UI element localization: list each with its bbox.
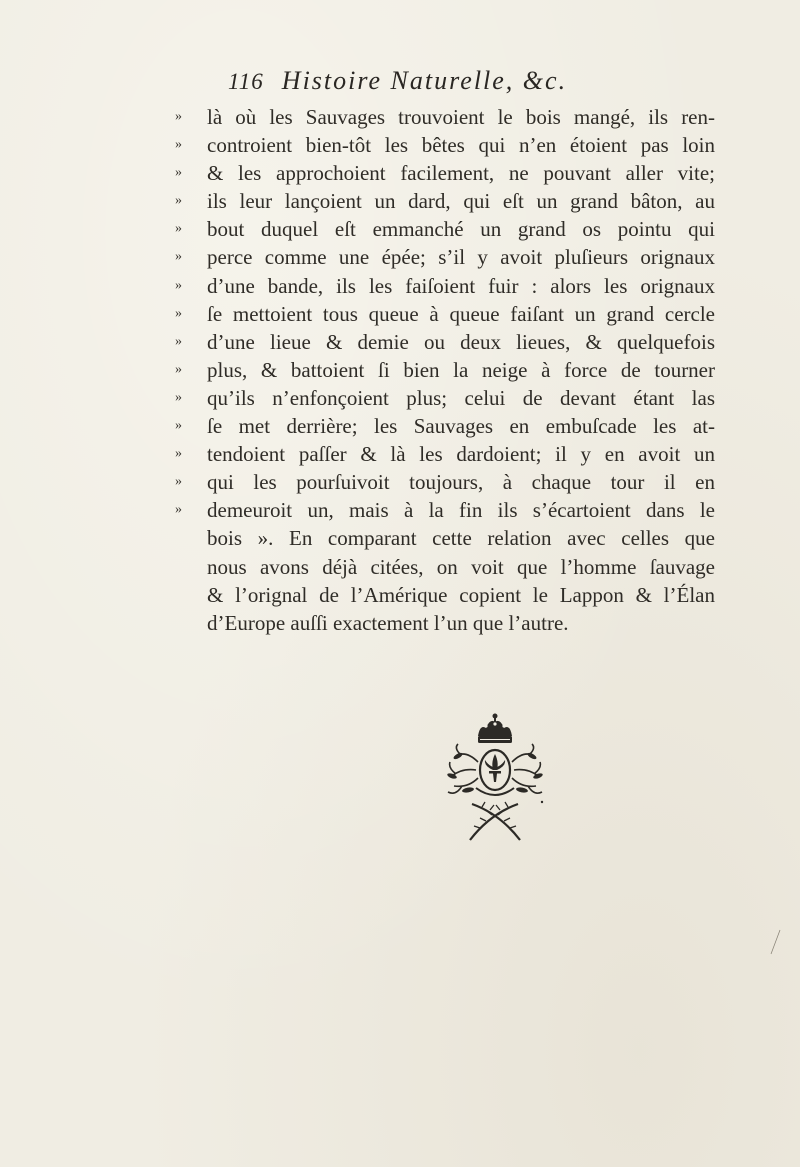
text-line — [175, 440, 715, 468]
text-line — [175, 215, 715, 243]
line-text: & l’orignal de l’Amérique copient le Lappon & l’Élan — [207, 582, 715, 607]
text-line — [175, 384, 715, 412]
quote-mark: » — [175, 361, 182, 377]
text-line — [175, 496, 715, 524]
text-line — [175, 243, 715, 271]
line-text: controient bien-tôt les bêtes qui n’en étoient pas loin — [207, 133, 715, 158]
body-text — [175, 103, 715, 637]
royal-crown-fleur-de-lis-icon — [440, 710, 550, 845]
text-line — [175, 356, 715, 384]
text-line — [175, 524, 715, 552]
text-line — [175, 553, 715, 581]
line-text: ſe mettoient tous queue à queue faiſant un grand cercle — [207, 301, 715, 326]
quote-mark: » — [175, 137, 182, 153]
quote-mark: » — [175, 249, 182, 265]
quote-mark: » — [175, 221, 182, 237]
crown-icon — [478, 714, 512, 744]
quote-mark: » — [175, 277, 182, 293]
crossed-palms-icon — [470, 804, 520, 840]
text-line — [175, 468, 715, 496]
page-number: 116 — [228, 69, 264, 94]
line-text: d’Europe auſſi exactement l’un que l’autre. — [207, 610, 569, 635]
text-line — [175, 187, 715, 215]
line-text: plus, & battoient ſi bien la neige à force de tourner — [207, 357, 715, 382]
text-line — [175, 159, 715, 187]
line-text: perce comme une épée; s’il y avoit pluſieurs orignaux — [207, 245, 715, 270]
line-text: demeuroit un, mais à la fin ils s’écartoient dans le — [207, 498, 715, 523]
line-text: tendoient paſſer & là les dardoient; il y en avoit un — [207, 442, 715, 467]
left-foliage — [448, 744, 478, 793]
quote-mark: » — [175, 165, 182, 181]
right-foliage — [512, 744, 542, 793]
quote-mark: » — [175, 502, 182, 518]
text-line — [175, 328, 715, 356]
line-text: & les approchoient facilement, ne pouvant aller vite; — [207, 161, 715, 186]
line-text: qui les pourſuivoit toujours, à chaque tour il en — [207, 470, 715, 495]
quote-mark: » — [175, 446, 182, 462]
line-text: d’une lieue & demie ou deux lieues, & quelquefois — [207, 329, 715, 354]
quote-mark: » — [175, 193, 182, 209]
quote-mark: » — [175, 474, 182, 490]
quote-mark: » — [175, 305, 182, 321]
line-text: nous avons déjà citées, on voit que l’homme ſauvage — [207, 554, 715, 579]
running-head — [228, 66, 688, 100]
text-line — [175, 581, 715, 609]
text-line — [175, 272, 715, 300]
line-text: là où les Sauvages trouvoient le bois mangé, ils ren- — [207, 105, 715, 129]
quote-mark: » — [175, 389, 182, 405]
stray-pen-mark — [768, 928, 782, 958]
text-line — [175, 412, 715, 440]
line-text: bois ». En comparant cette relation avec celles que — [207, 526, 715, 551]
quote-mark: » — [175, 333, 182, 349]
text-line — [175, 131, 715, 159]
quote-mark: » — [175, 418, 182, 434]
line-text: d’une bande, ils les faiſoient fuir : alors les orignaux — [207, 273, 715, 298]
text-line — [175, 300, 715, 328]
fleur-de-lis-icon — [485, 754, 505, 782]
running-title: Histoire Naturelle, &c. — [281, 66, 568, 95]
quote-mark: » — [175, 109, 182, 124]
line-text: ſe met derrière; les Sauvages en embuſcade les at- — [207, 414, 715, 439]
line-text: qu’ils n’enfonçoient plus; celui de devant étant las — [207, 385, 715, 410]
line-text: bout duquel eſt emmanché un grand os pointu qui — [207, 217, 715, 242]
line-text: ils leur lançoient un dard, qui eſt un grand bâton, au — [207, 189, 715, 214]
text-line — [175, 103, 715, 131]
text-line — [175, 609, 715, 637]
